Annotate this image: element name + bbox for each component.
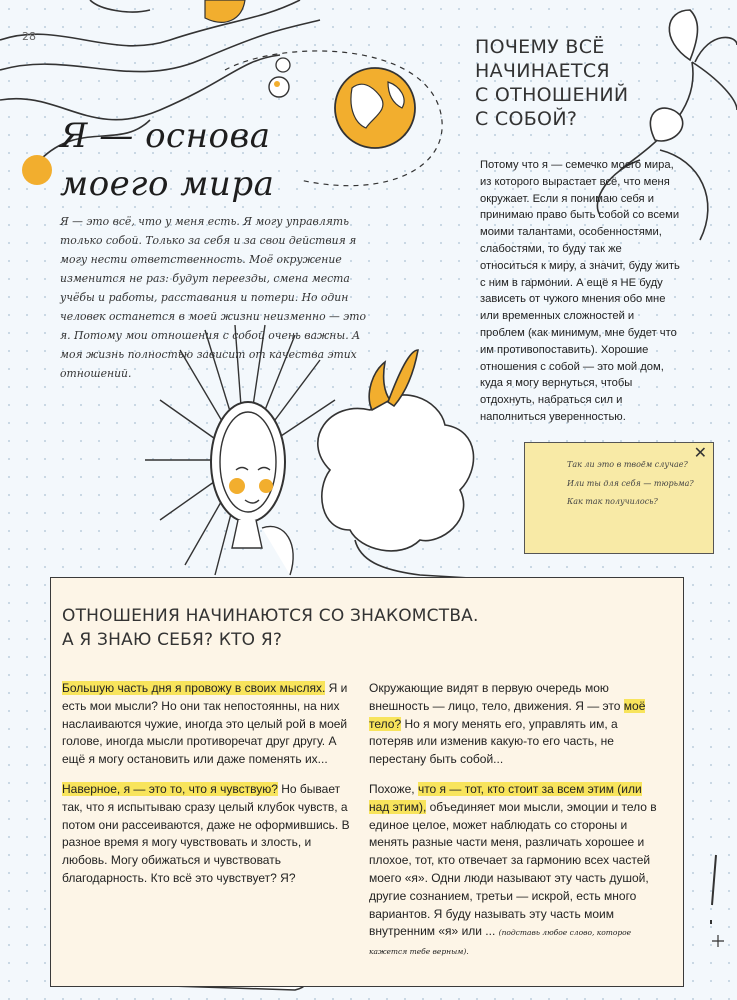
paragraph-body-text-a: Окружающие видят в первую очередь мою внешность — лицо, тело, движения. Я — это xyxy=(369,681,624,713)
close-icon: ✕ xyxy=(693,443,707,462)
paragraph-self xyxy=(369,781,665,961)
sticky-note xyxy=(524,442,714,554)
highlight-body: моё тело? xyxy=(369,698,646,731)
page-title-line-1: Я — основа xyxy=(60,116,271,156)
orange-dot xyxy=(22,155,52,185)
side-heading xyxy=(475,35,665,131)
note-question-3: Как так получилось? xyxy=(567,497,658,506)
box-heading xyxy=(62,604,622,652)
sparkle-icon xyxy=(712,935,724,947)
paragraph-feelings-text: Но бывает так, что я испытываю сразу целый клубок чувств, а потом они рассеиваются, даже не оформившись. В разное время я могу чувствовать и злость, и любовь. Могу обижаться и чувствовать благодарность. Кто всё это чувствует? Я? xyxy=(62,782,350,885)
page-number: 28 xyxy=(22,30,36,43)
paragraph-thoughts-text: Я и есть мои мысли? Но они так непостоянны, на них наслаиваются чужие, иногда это целый рой в моей голове, иногда мысли противоречат друг другу. А ещё я могу остановить или даже поменять их... xyxy=(62,681,348,767)
page-title xyxy=(60,112,274,208)
paragraph-self-note: (подставь любое слово, которое кажется тебе верным). xyxy=(369,928,632,957)
exclamation-icon xyxy=(711,855,716,924)
small-planet-2 xyxy=(276,58,290,72)
box-heading-line-2: А Я ЗНАЮ СЕБЯ? КТО Я? xyxy=(62,630,283,650)
box-heading-line-1: ОТНОШЕНИЯ НАЧИНАЮТСЯ СО ЗНАКОМСТВА. xyxy=(62,606,479,626)
paragraph-self-text-b: объединяет мои мысли, эмоции и тело в единое целое, может наблюдать со стороны и менять разные части меня, различать хорошее и плохое, тот, кто отвечает за гармонию всех частей моего «я». Одни люди называют эту часть душой, другие сознанием, третьи — искрой, есть много вариантов. Я буду называть эту часть моим внутренним «я» или ... xyxy=(369,799,657,939)
note-question-2: Или ты для себя — тюрьма? xyxy=(567,478,694,488)
paragraph-thoughts xyxy=(62,680,354,769)
note-question-1: Так ли это в твоём случае? xyxy=(567,460,688,469)
paragraph-body-text-b: Но я могу менять его, управлять им, а потеряв или изменив какую-то его часть, не перестану быть собой... xyxy=(369,716,618,767)
intro-paragraph: Я — это всё, что у меня есть. Я могу управлять только собой. Только за себя и за свои действия я могу нести ответственность. Моё окружение изменится не раз: будут переезды, смена места учёбы и работы, расставания и потери. Но один человек останется в моей жизни неизменно — это я. Потому мои отношения с собой очень важны. А моя жизнь полностью зависит от качества этих отношений. xyxy=(60,215,367,380)
highlight-feelings: Наверное, я — это то, что я чувствую? xyxy=(62,782,278,796)
paragraph-self-text-a: Похоже, xyxy=(369,782,418,796)
orange-sun-corner xyxy=(205,0,245,22)
highlight-self: что я — тот, кто стоит за всем этим (или над этим), xyxy=(369,782,642,814)
highlight-thoughts: Большую часть дня я провожу в своих мыслях. xyxy=(62,681,326,695)
paragraph-body xyxy=(369,680,665,769)
page-title-line-2: моего мира xyxy=(60,164,275,204)
small-planet-1 xyxy=(269,77,289,97)
paragraph-feelings xyxy=(62,781,354,888)
side-heading-line-4: С СОБОЙ? xyxy=(475,108,578,130)
girl-illustration xyxy=(318,350,474,578)
side-heading-line-3: С ОТНОШЕНИЙ xyxy=(475,84,629,106)
side-paragraph: Потому что я — семечко моего мира, из которого вырастает всё, что меня окружает. Если я понимаю себя и принимаю право быть собой со всеми моими талантами, особенностями, слабостями, то буду так же относиться к миру, а значит, буду жить с ним в гармонии. А ещё я НЕ буду зависеть от чужого мнения обо мне или временных сложностей и проблем (как минимум, мне будет что им противопоставить). Хорошие отношения с собой — это мой дом, куда я могу вернуться, чтобы отдохнуть, набраться сил и наполниться уверенностью. xyxy=(480,159,680,423)
side-heading-line-1: ПОЧЕМУ ВСЁ xyxy=(475,36,605,58)
side-heading-line-2: НАЧИНАЕТСЯ xyxy=(475,60,610,82)
